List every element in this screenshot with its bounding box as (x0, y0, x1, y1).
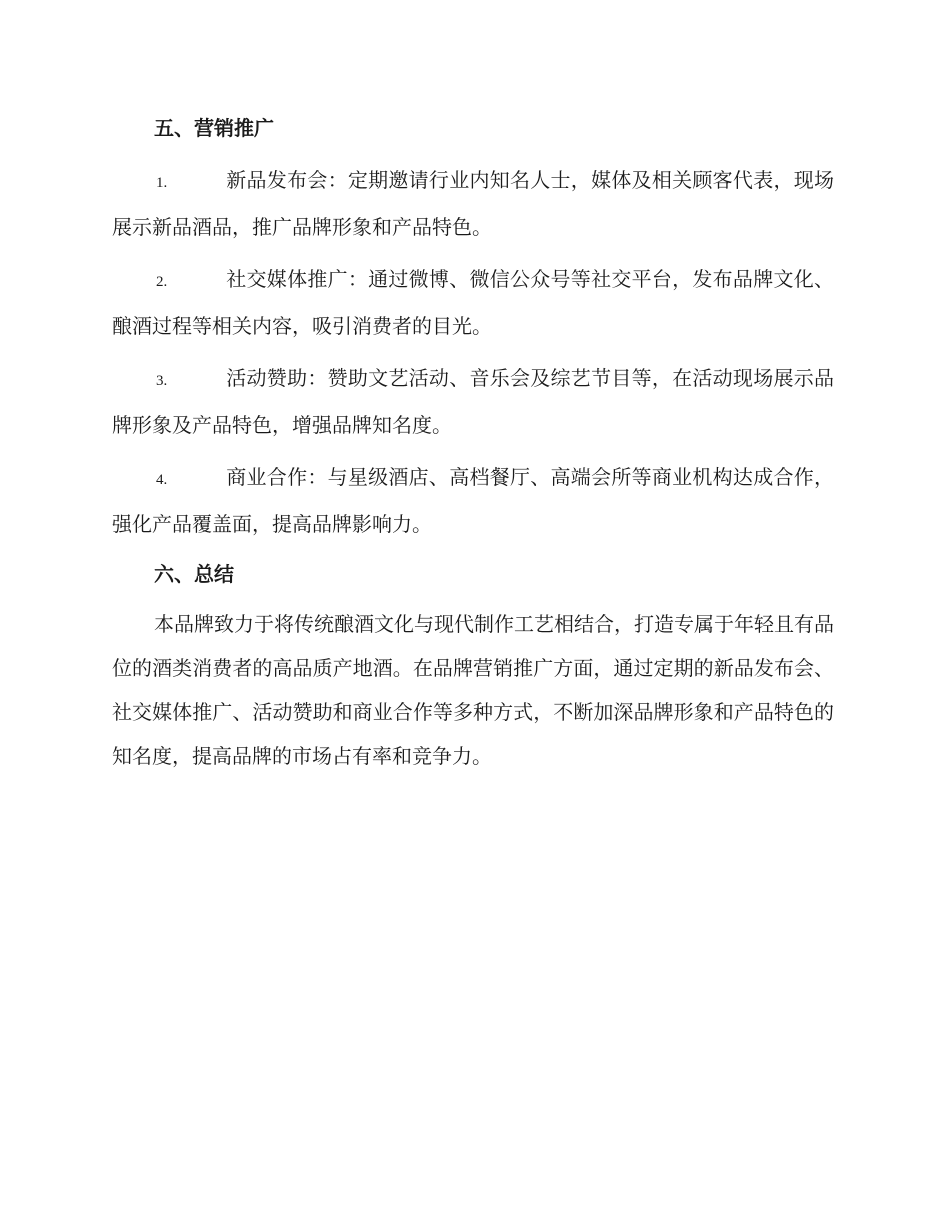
list-item (112, 158, 834, 249)
summary-paragraph: 本品牌致力于将传统酿酒文化与现代制作工艺相结合，打造专属于年轻且有品位的酒类消费者的高品质产地酒。在品牌营销推广方面，通过定期的新品发布会、社交媒体推广、活动赞助和商业合作等多种方式，不断加深品牌形象和产品特色的知名度，提高品牌的市场占有率和竞争力。 (112, 612, 834, 768)
list-item-number: 3. (156, 373, 168, 389)
section-heading-summary: 六、总结 (154, 562, 234, 586)
marketing-list (112, 158, 834, 546)
list-item-text: 新品发布会：定期邀请行业内知名人士，媒体及相关顾客代表，现场展示新品酒品，推广品牌形象和产品特色。 (112, 168, 834, 239)
list-item-number: 4. (156, 472, 168, 488)
list-item-text: 商业合作：与星级酒店、高档餐厅、高端会所等商业机构达成合作，强化产品覆盖面，提高品牌影响力。 (112, 465, 834, 536)
section-heading-marketing: 五、营销推广 (154, 116, 274, 140)
list-item (112, 455, 834, 546)
list-item-number: 1. (156, 175, 168, 191)
list-item-text: 社交媒体推广：通过微博、微信公众号等社交平台，发布品牌文化、酿酒过程等相关内容，吸引消费者的目光。 (112, 267, 834, 338)
list-item (112, 257, 834, 348)
document-page (112, 108, 834, 778)
list-item-text: 活动赞助：赞助文艺活动、音乐会及综艺节目等，在活动现场展示品牌形象及产品特色，增强品牌知名度。 (112, 366, 834, 437)
list-item-number: 2. (156, 274, 168, 290)
list-item (112, 356, 834, 447)
